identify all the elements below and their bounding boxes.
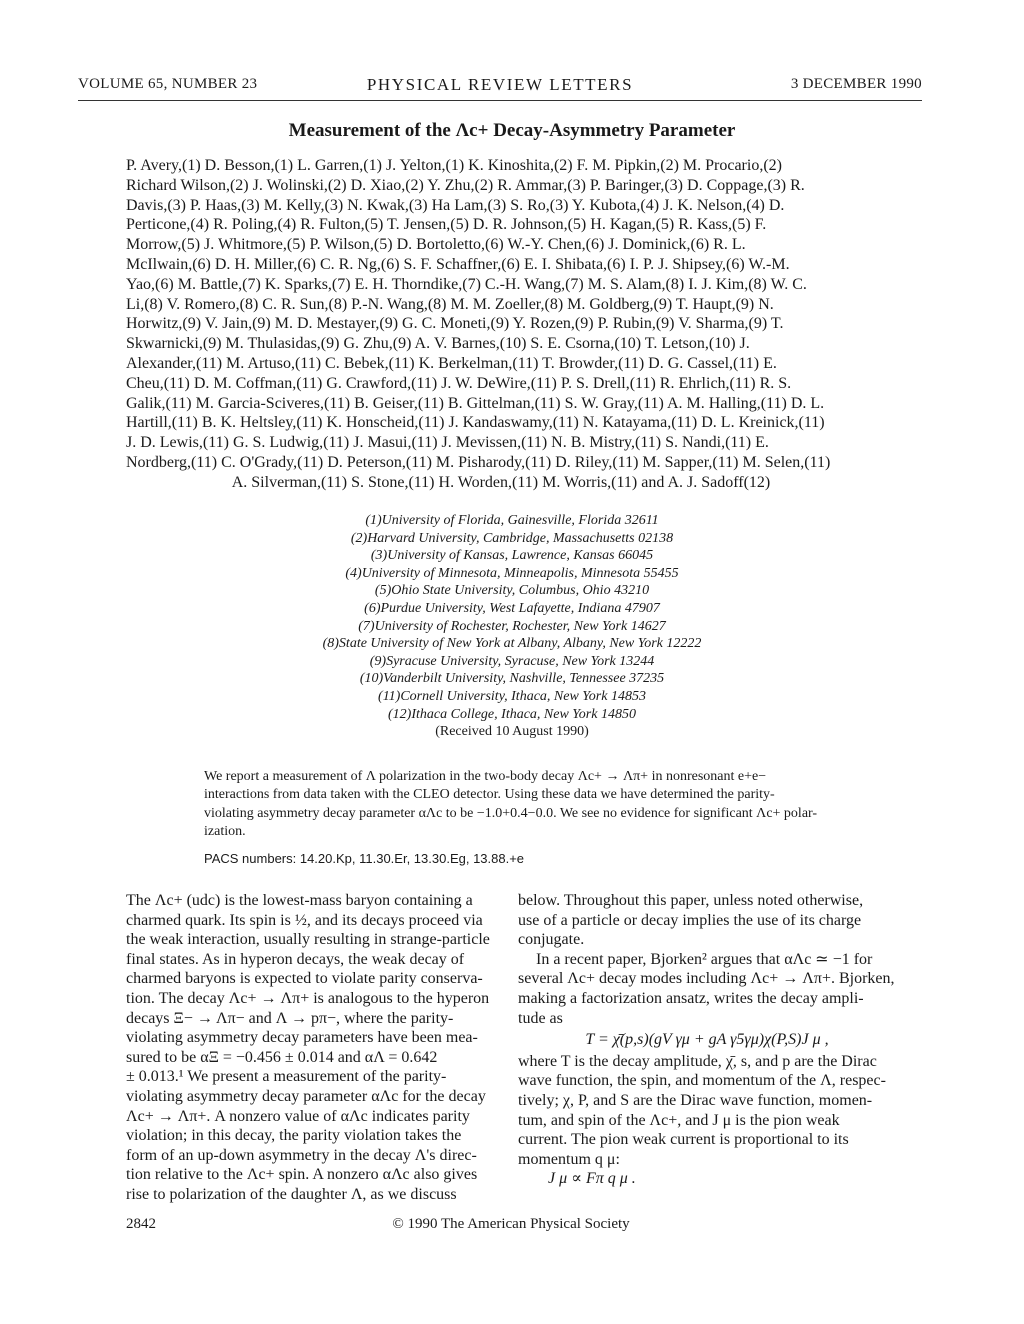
- affiliation: (10)Vanderbilt University, Nashville, Tennessee 37235: [359, 671, 665, 687]
- body-line: violating asymmetry decay parameters have been mea-: [126, 1029, 478, 1047]
- affiliation: (11)Cornell University, Ithaca, New York 14853: [378, 688, 646, 704]
- body-line: the weak interaction, usually resulting in strange-particle: [126, 931, 490, 949]
- author-line: Li,(8) V. Romero,(8) C. R. Sun,(8) P.-N. Wang,(8) M. M. Zoeller,(8) M. Goldberg,(9) T. Haupt,(9) N.: [126, 295, 774, 313]
- abstract-line: We report a measurement of Λ polarization in the two-body decay Λc+ → Λπ+ in nonresonant e+e−: [204, 769, 767, 784]
- author-line: Morrow,(5) J. Whitmore,(5) P. Wilson,(5) D. Bortoletto,(6) W.-Y. Chen,(6) J. Dominick,(6) R. L.: [126, 236, 746, 254]
- author-line: Skwarnicki,(9) M. Thulasidas,(9) G. Zhu,(9) A. V. Barnes,(10) S. E. Csorna,(10) T. Letson,(10) J.: [126, 335, 750, 353]
- body-line: charmed quark. Its spin is ½, and its decays proceed via: [126, 911, 483, 929]
- author-line: Yao,(6) M. Battle,(7) K. Sparks,(7) E. H. Thorndike,(7) C.-H. Wang,(7) M. S. Alam,(8) I. J. Kim,(8) W. C.: [126, 275, 807, 293]
- author-line: Richard Wilson,(2) J. Wolinski,(2) D. Xiao,(2) Y. Zhu,(2) R. Ammar,(3) P. Baringer,(3) D. Coppage,(3) R.: [126, 176, 805, 194]
- pacs-numbers: PACS numbers: 14.20.Kp, 11.30.Er, 13.30.Eg, 13.88.+e: [204, 851, 525, 866]
- author-list: [126, 156, 876, 493]
- author-line: Alexander,(11) M. Artuso,(11) C. Bebek,(11) K. Berkelman,(11) T. Browder,(11) D. G. Cassel,(11) E.: [126, 354, 777, 372]
- issue-date: 3 DECEMBER 1990: [790, 76, 922, 92]
- author-line: Perticone,(4) R. Poling,(4) R. Fulton,(5) T. Jensen,(5) D. R. Johnson,(5) H. Kagan,(5) R. Kass,(5) F.: [126, 216, 767, 234]
- article-title: Measurement of the Λc+ Decay-Asymmetry Parameter: [288, 120, 736, 141]
- body-line: final states. As in hyperon decays, the weak decay of: [126, 950, 465, 968]
- body-line: ± 0.013.¹ We present a measurement of the parity-: [126, 1068, 447, 1086]
- body-column-right: [518, 891, 896, 1189]
- body-line: tion relative to the Λc+ spin. A nonzero αΛc also gives: [126, 1166, 478, 1184]
- body-column-left: [126, 891, 490, 1205]
- affiliation: (5)Ohio State University, Columbus, Ohio 43210: [374, 583, 650, 599]
- body-line: below. Throughout this paper, unless noted otherwise,: [518, 892, 864, 909]
- author-line: Galik,(11) M. Garcia-Sciveres,(11) B. Geiser,(11) B. Gittelman,(11) S. W. Gray,(11) A. M. Halling,(11) D. L.: [126, 394, 825, 412]
- body-line: tion. The decay Λc+ → Λπ+ is analogous to the hyperon: [126, 989, 490, 1007]
- equation-pion-current: J μ ∝ Fπ q μ .: [548, 1170, 636, 1188]
- affiliation: (7)University of Rochester, Rochester, New York 14627: [358, 618, 666, 634]
- abstract-line: interactions from data taken with the CLEO detector. Using these data we have determined the parity-: [204, 787, 775, 803]
- body-line: current. The pion weak current is proportional to its: [518, 1131, 849, 1149]
- running-header: [78, 76, 922, 96]
- author-line: Nordberg,(11) C. O'Grady,(11) D. Peterson,(11) M. Pisharody,(11) D. Riley,(11) M. Sapper,(11) M. Selen,(11): [126, 453, 831, 471]
- body-line: momentum q μ:: [518, 1150, 620, 1168]
- abstract-line: violating asymmetry decay parameter αΛc to be −1.0+0.4−0.0. We see no evidence for significant Λc+ polar-: [204, 805, 818, 821]
- body-line: wave function, the spin, and momentum of the Λ, respec-: [518, 1072, 886, 1090]
- abstract-line: ization.: [204, 824, 246, 840]
- body-line: several Λc+ decay modes including Λc+ → Λπ+. Bjorken,: [518, 970, 895, 988]
- author-line: J. D. Lewis,(11) G. S. Ludwig,(11) J. Masui,(11) J. Mevissen,(11) N. B. Mistry,(11) S. Nandi,(11) E.: [126, 434, 769, 452]
- body-line: rise to polarization of the daughter Λ, as we discuss: [126, 1185, 457, 1203]
- body-line: decays Ξ− → Λπ− and Λ → pπ−, where the parity-: [126, 1009, 454, 1027]
- body-line: charmed baryons is expected to violate parity conserva-: [126, 970, 483, 988]
- page-number: 2842: [126, 1216, 156, 1232]
- body-line: tum, and spin of the Λc+, and J μ is the pion weak: [518, 1111, 840, 1129]
- header-rule: [78, 100, 922, 101]
- author-line: P. Avery,(1) D. Besson,(1) L. Garren,(1) J. Yelton,(1) K. Kinoshita,(2) F. M. Pipkin,(2) M. Procario,(2): [126, 157, 782, 174]
- affiliation: (9)Syracuse University, Syracuse, New York 13244: [369, 653, 655, 669]
- body-line: violating asymmetry decay parameter αΛc for the decay: [126, 1087, 486, 1105]
- equation-decay-amplitude: T = χ̄(p,s)(gV γμ + gA γ5γμ)χ(P,S)J μ ,: [585, 1031, 829, 1049]
- affiliation: (6)Purdue University, West Lafayette, Indiana 47907: [364, 600, 660, 616]
- body-line: violation; in this decay, the parity violation takes the: [126, 1127, 462, 1145]
- body-line: where T is the decay amplitude, χ̄, s, and p are the Dirac: [518, 1052, 877, 1070]
- author-line: McIlwain,(6) D. H. Miller,(6) C. R. Ng,(6) S. F. Schaffner,(6) E. I. Shibata,(6) I. P. J. Shipsey,(6) W.-M.: [126, 255, 790, 273]
- body-line: sured to be αΞ = −0.456 ± 0.014 and αΛ = 0.642: [126, 1048, 438, 1066]
- body-line: making a factorization ansatz, writes the decay ampli-: [518, 989, 864, 1007]
- body-line: In a recent paper, Bjorken² argues that αΛc ≃ −1 for: [536, 950, 873, 968]
- author-line: Hartill,(11) B. K. Heltsley,(11) K. Honscheid,(11) J. Kandaswamy,(11) N. Katayama,(11) D. L. Kreinick,(11): [126, 414, 825, 432]
- author-line: Horwitz,(9) V. Jain,(9) M. D. Mestayer,(9) G. C. Moneti,(9) Y. Rozen,(9) P. Rubin,(9) V. Sharma,(9) T.: [126, 315, 784, 333]
- body-line: tively; χ, P, and S are the Dirac wave function, momen-: [518, 1091, 873, 1109]
- affiliation: (8)State University of New York at Albany, Albany, New York 12222: [322, 636, 702, 652]
- body-line: The Λc+ (udc) is the lowest-mass baryon containing a: [126, 892, 473, 909]
- author-line: Davis,(3) P. Haas,(3) M. Kelly,(3) N. Kwak,(3) Ha Lam,(3) S. Ro,(3) Y. Kubota,(4) J. K. Nelson,(4) D.: [126, 196, 785, 214]
- body-line: tude as: [518, 1009, 563, 1027]
- affiliation: (4)University of Minnesota, Minneapolis, Minnesota 55455: [345, 565, 679, 581]
- abstract: [204, 768, 816, 842]
- journal-name: PHYSICAL REVIEW LETTERS: [366, 75, 634, 94]
- author-line: Cheu,(11) D. M. Coffman,(11) G. Crawford,(11) J. W. DeWire,(11) P. S. Drell,(11) R. Ehrlich,(11) R. S.: [126, 374, 792, 392]
- body-line: Λc+ → Λπ+. A nonzero value of αΛc indicates parity: [126, 1107, 470, 1125]
- affiliation: (1)University of Florida, Gainesville, Florida 32611: [365, 513, 659, 528]
- body-line: use of a particle or decay implies the use of its charge: [518, 911, 862, 929]
- affiliation: (3)University of Kansas, Lawrence, Kansas 66045: [370, 548, 654, 564]
- author-line: A. Silverman,(11) S. Stone,(11) H. Worden,(11) M. Worris,(11) and A. J. Sadoff(12): [231, 473, 771, 491]
- affiliation: (2)Harvard University, Cambridge, Massachusetts 02138: [350, 530, 674, 546]
- affiliation-list: [120, 512, 904, 741]
- affiliation: (12)Ithaca College, Ithaca, New York 14850: [388, 706, 636, 722]
- body-line: form of an up-down asymmetry in the decay Λ's direc-: [126, 1146, 477, 1164]
- copyright-notice: © 1990 The American Physical Society: [392, 1216, 630, 1232]
- received-date: (Received 10 August 1990): [435, 724, 589, 740]
- body-line: conjugate.: [518, 931, 585, 949]
- volume-number: VOLUME 65, NUMBER 23: [78, 76, 258, 92]
